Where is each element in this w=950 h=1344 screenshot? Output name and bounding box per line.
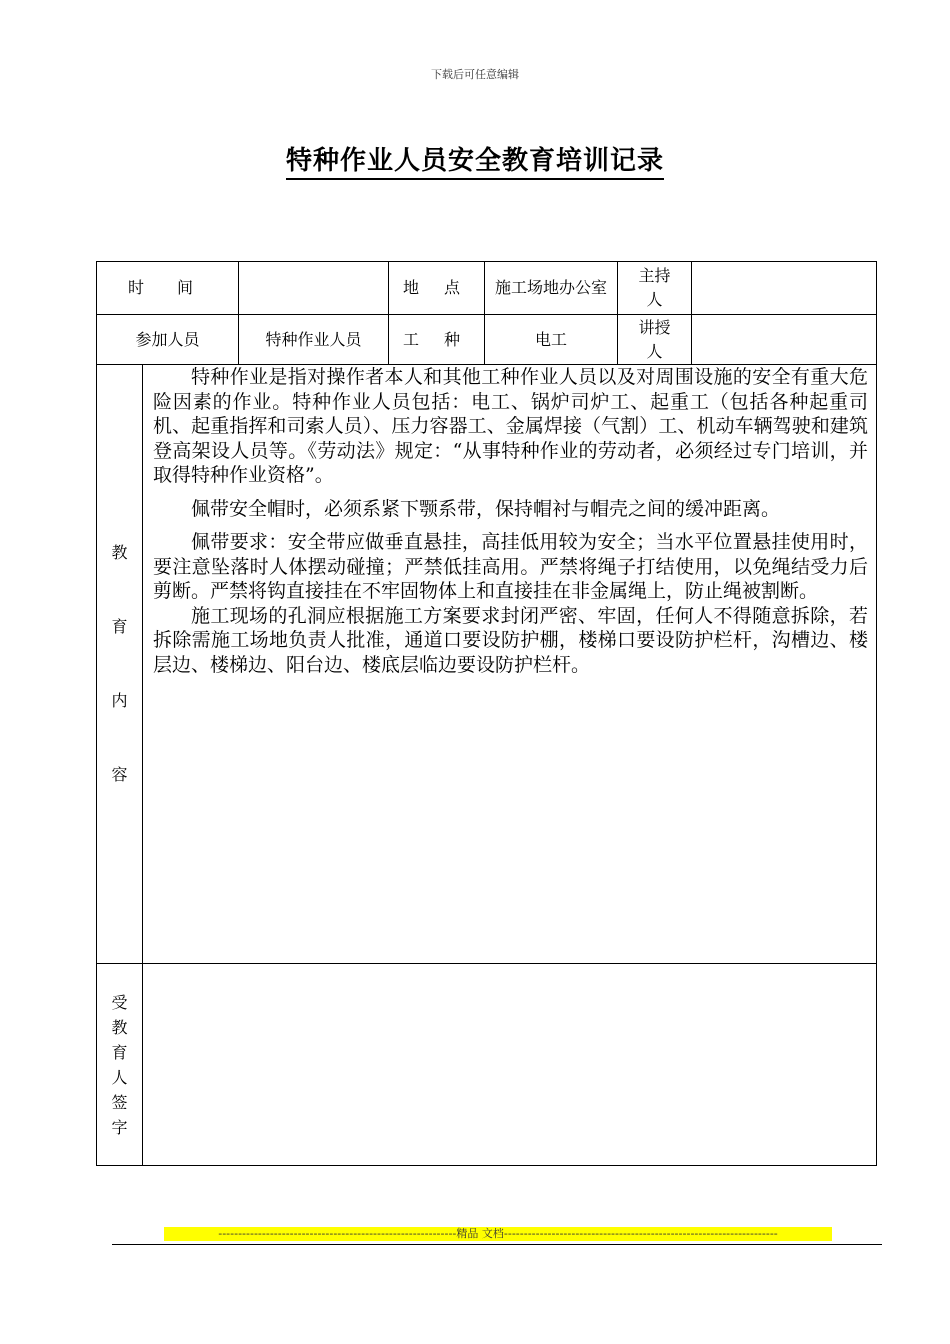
time-label-cell: [97, 262, 239, 315]
signature-area-cell[interactable]: [143, 964, 877, 1166]
signature-label-char: 教: [111, 1017, 128, 1037]
host-value-cell[interactable]: [692, 262, 877, 315]
work-type-label-cell: [389, 315, 485, 365]
lecturer-label: 讲授人: [638, 317, 671, 361]
content-label-char: 教: [111, 542, 128, 562]
signature-label-char: 受: [111, 992, 128, 1012]
time-value-cell[interactable]: [239, 262, 389, 315]
host-label: 主持人: [638, 266, 671, 309]
training-record-table: [96, 261, 877, 1166]
place-value: 施工场地办公室: [494, 278, 607, 297]
work-type-value: 电工: [534, 329, 567, 349]
signature-label-char: 育: [111, 1042, 128, 1062]
place-label-cell: [389, 262, 485, 315]
content-label: [97, 365, 142, 962]
host-label-cell: [618, 262, 692, 315]
lecturer-value-cell[interactable]: [692, 315, 877, 365]
participants-value-cell: [239, 315, 389, 365]
signature-label-char: 字: [111, 1117, 128, 1137]
table-row-signature: [97, 964, 877, 1166]
footer-highlight-bar: ------------------------------------------------------------精品 文档---------------------------------------------------------------------: [164, 1227, 832, 1241]
place-value-cell: [485, 262, 618, 315]
page-title-text: 特种作业人员安全教育培训记录: [286, 146, 664, 180]
table-row-participants: [97, 315, 877, 365]
place-label: 地 点: [402, 278, 471, 297]
footer-divider: [112, 1244, 882, 1245]
table-row-content: [97, 365, 877, 964]
work-type-value-cell: [485, 315, 618, 365]
content-paragraph: 佩带要求：安全带应做垂直悬挂，高挂低用较为安全；当水平位置悬挂使用时，要注意坠落时人体摆动碰撞；严禁低挂高用。严禁将绳子打结使用，以免绳结受力后剪断。严禁将钩直接挂在不牢固物体上和直接挂在非金属绳上，防止绳被割断。: [153, 531, 868, 602]
content-label-char: 育: [111, 616, 128, 636]
signature-label: [97, 965, 142, 1165]
work-type-label: 工 种: [402, 329, 471, 349]
content-body-cell: [143, 365, 877, 964]
signature-label-char: 签: [111, 1092, 128, 1112]
signature-label-char: 人: [111, 1067, 128, 1087]
page-title: [0, 140, 950, 177]
participants-label: 参加人员: [135, 329, 200, 349]
content-paragraph: 施工现场的孔洞应根据施工方案要求封闭严密、牢固，任何人不得随意拆除，若拆除需施工场地负责人批准，通道口要设防护棚，楼梯口要设防护栏杆，沟槽边、楼层边、楼梯边、阳台边、楼底层临边要设防护栏杆。: [153, 604, 868, 676]
lecturer-label-cell: [618, 315, 692, 365]
content-paragraph: 佩带安全帽时，必须系紧下颚系带，保持帽衬与帽壳之间的缓冲距离。: [191, 497, 781, 520]
content-label-char: 容: [111, 764, 128, 784]
time-label: 时 间: [127, 278, 208, 297]
content-paragraph: 特种作业是指对操作者本人和其他工种作业人员以及对周围设施的安全有重大危险因素的作业。特种作业人员包括：电工、锅炉司炉工、起重工（包括各种起重司机、起重指挥和司索人员）、压力容器工、金属焊接（气割）工、机动车辆驾驶和建筑登高架设人员等。《劳动法》规定：“从事特种作业的劳动者，必须经过专门培训，并取得特种作业资格”。: [153, 366, 868, 486]
content-label-cell: [97, 365, 143, 964]
signature-label-cell: [97, 964, 143, 1166]
content-label-char: 内: [111, 690, 128, 710]
participants-label-cell: [97, 315, 239, 365]
header-note: 下载后可任意编辑: [431, 68, 519, 81]
table-row-time: [97, 262, 877, 315]
participants-value: 特种作业人员: [265, 329, 362, 349]
